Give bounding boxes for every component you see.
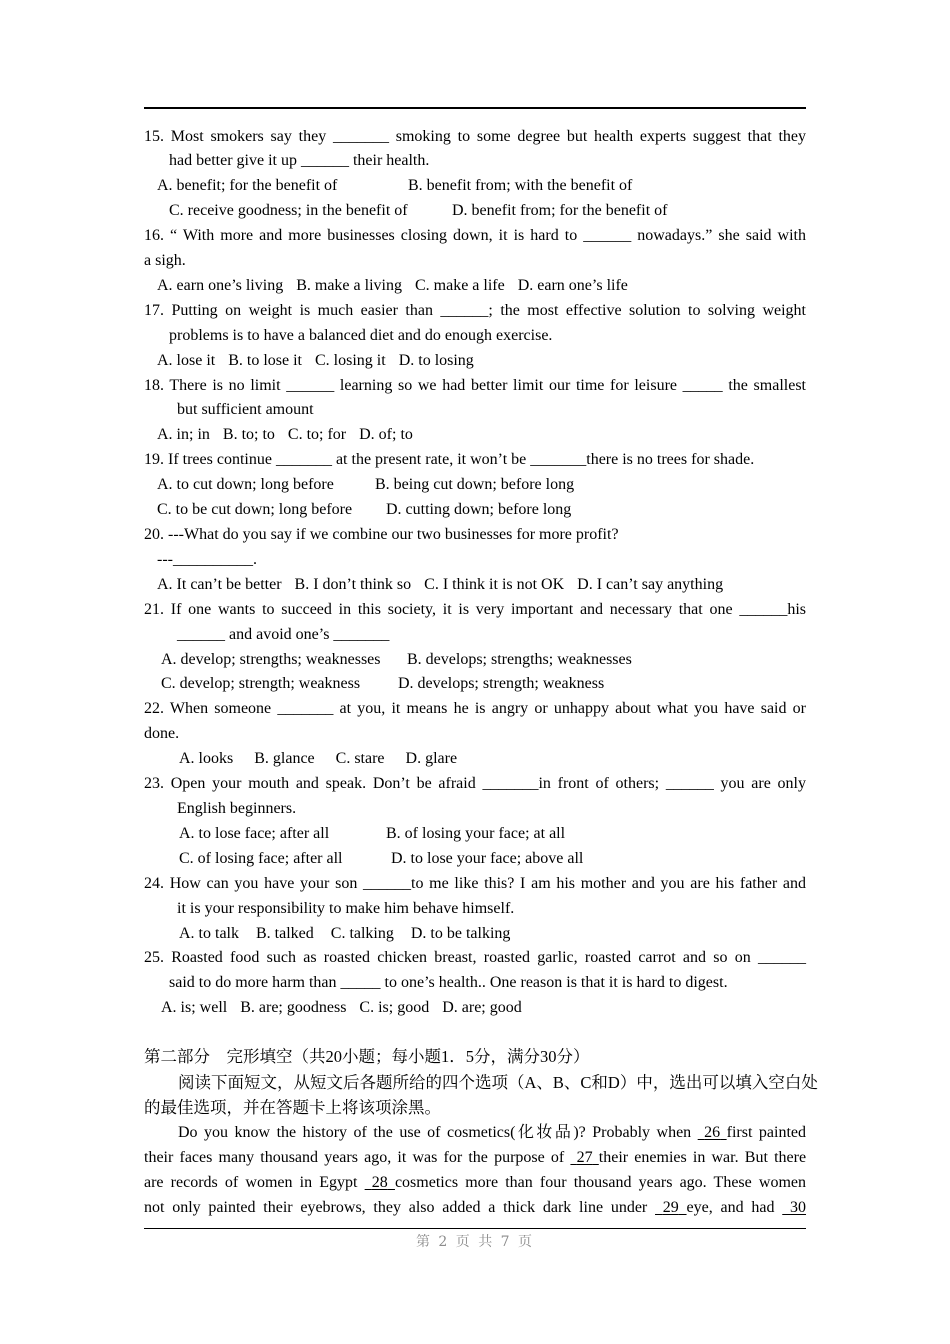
passage-line-2 xyxy=(144,1145,806,1170)
option-23-a: A. to lose face; after all xyxy=(179,824,330,842)
question-22-stem-continued: done. xyxy=(144,725,180,743)
question-15-stem: 15. Most smokers say they _______ smoking to some degree but health experts suggest that they xyxy=(144,127,806,145)
question-15 xyxy=(144,125,806,225)
question-16 xyxy=(144,224,806,299)
question-24-stem-continued: it is your responsibility to make him behave himself. xyxy=(177,899,515,917)
option-22-c: C. stare xyxy=(335,750,385,768)
question-23 xyxy=(144,772,806,872)
option-22-b: B. glance xyxy=(254,750,315,768)
question-16-options xyxy=(144,274,806,299)
section-instructions-line-2: 的最佳选项，并在答题卡上将该项涂黑。 xyxy=(144,1097,441,1117)
question-20-response-blank: ---__________. xyxy=(157,550,257,568)
question-15-options-row-1 xyxy=(144,174,806,199)
passage-line-4 xyxy=(144,1195,806,1220)
question-17-options xyxy=(144,349,806,374)
option-15-d: D. benefit from; for the benefit of xyxy=(452,202,668,220)
cloze-section xyxy=(144,1044,818,1220)
question-25-stem-continued: said to do more harm than _____ to one’s health.. One reason is that it is hard to digest. xyxy=(169,974,728,992)
passage-text: are records of women in Egypt xyxy=(144,1174,358,1192)
option-21-a: A. develop; strengths; weaknesses xyxy=(161,650,381,668)
question-25-stem: 25. Roasted food such as roasted chicken breast, roasted garlic, roasted carrot and so on ______ xyxy=(144,949,806,967)
question-25 xyxy=(144,946,806,1021)
question-18-stem: 18. There is no limit ______ learning so we had better limit our time for leisure _____ the smallest xyxy=(144,376,806,394)
header-rule xyxy=(144,107,806,109)
option-16-d: D. earn one’s life xyxy=(517,276,628,294)
option-20-c: C. I think it is not OK xyxy=(424,575,565,593)
option-23-d: D. to lose your face; above all xyxy=(391,849,584,867)
passage-text: not only painted their eyebrows, they also added a thick dark line under xyxy=(144,1199,648,1217)
question-21-options-row-2 xyxy=(144,672,806,697)
question-23-stem: 23. Open your mouth and speak. Don’t be afraid _______in front of others; ______ you are only xyxy=(144,775,806,793)
option-24-c: C. talking xyxy=(330,924,394,942)
passage-text: Do you know the history of the use of cosmetics(化妆品)? Probably when xyxy=(178,1123,692,1141)
blank-30: 30 xyxy=(790,1199,807,1217)
option-21-d: D. develops; strength; weakness xyxy=(398,675,605,693)
section-heading: 第二部分 完形填空（共20小题；每小题1．5分，满分30分） xyxy=(144,1047,590,1067)
option-15-a: A. benefit; for the benefit of xyxy=(157,177,338,195)
option-15-b: B. benefit from; with the benefit of xyxy=(408,177,633,195)
footer-rule xyxy=(144,1228,806,1229)
question-19-options-row-1 xyxy=(144,473,806,498)
option-18-c: C. to; for xyxy=(287,426,347,444)
blank-28: 28 xyxy=(371,1174,388,1192)
option-19-a: A. to cut down; long before xyxy=(157,476,334,494)
option-24-a: A. to talk xyxy=(179,924,239,942)
question-18-options xyxy=(144,423,806,448)
option-17-c: C. losing it xyxy=(315,351,386,369)
option-20-d: D. I can’t say anything xyxy=(577,575,724,593)
option-24-d: D. to be talking xyxy=(410,924,511,942)
passage-line-3 xyxy=(144,1170,806,1195)
passage-text: cosmetics more than four thousand years ago. These women xyxy=(394,1174,806,1192)
question-20-stem: 20. ---What do you say if we combine our two businesses for more profit? xyxy=(144,526,619,543)
question-15-options-row-2 xyxy=(144,199,806,224)
question-23-options-row-1 xyxy=(144,822,806,847)
question-23-options-row-2 xyxy=(144,847,806,872)
passage-text: eye, and had xyxy=(686,1199,775,1217)
question-21-options-row-1 xyxy=(144,648,806,673)
option-25-c: C. is; good xyxy=(359,999,430,1017)
passage-text: their enemies in war. But there xyxy=(598,1149,807,1167)
option-25-b: B. are; goodness xyxy=(240,999,347,1017)
option-17-d: D. to losing xyxy=(398,351,474,369)
question-21-stem-continued: ______ and avoid one’s _______ xyxy=(177,625,390,643)
page-indicator: 第 2 页 共 7 页 xyxy=(415,1234,535,1250)
option-19-b: B. being cut down; before long xyxy=(375,476,575,494)
question-22-stem: 22. When someone _______ at you, it means he is angry or unhappy about what you have said or xyxy=(144,700,806,718)
question-24-options xyxy=(144,922,806,947)
question-24-stem: 24. How can you have your son ______to me like this? I am his mother and you are his father and xyxy=(144,874,806,892)
question-23-stem-continued: English beginners. xyxy=(177,799,297,817)
blank-27: 27 xyxy=(576,1149,593,1167)
question-25-options xyxy=(144,996,806,1021)
question-22 xyxy=(144,697,806,772)
question-16-stem: 16. “ With more and more businesses closing down, it is hard to ______ nowadays.” she said with xyxy=(144,227,806,245)
option-16-b: B. make a living xyxy=(296,276,402,294)
passage-line-1 xyxy=(144,1120,806,1145)
option-25-d: D. are; good xyxy=(442,999,522,1017)
passage-text: their faces many thousand years ago, it was for the purpose of xyxy=(144,1149,565,1167)
blank-26: 26 xyxy=(704,1123,721,1141)
question-18-stem-continued: but sufficient amount xyxy=(177,401,314,419)
option-23-c: C. of losing face; after all xyxy=(179,849,343,867)
question-20-options xyxy=(144,573,806,598)
option-22-a: A. looks xyxy=(179,750,234,768)
multiple-choice-section xyxy=(144,125,806,1022)
question-19-stem: 19. If trees continue _______ at the present rate, it won’t be _______there is no trees for shade. xyxy=(144,451,755,469)
option-24-b: B. talked xyxy=(256,924,314,942)
option-23-b: B. of losing your face; at all xyxy=(386,824,566,842)
question-21-stem: 21. If one wants to succeed in this society, it is very important and necessary that one ______his xyxy=(144,600,806,618)
option-20-a: A. It can’t be better xyxy=(157,575,282,593)
option-15-c: C. receive goodness; in the benefit of xyxy=(169,202,408,220)
question-19 xyxy=(144,448,806,523)
passage-text: first painted xyxy=(726,1123,806,1141)
option-18-d: D. of; to xyxy=(359,426,413,444)
option-21-c: C. develop; strength; weakness xyxy=(161,675,361,693)
question-17-stem: 17. Putting on weight is much easier than ______; the most effective solution to solving weight xyxy=(144,301,806,319)
question-21 xyxy=(144,598,806,698)
option-18-a: A. in; in xyxy=(157,426,210,444)
blank-29: 29 xyxy=(662,1199,679,1217)
option-16-c: C. make a life xyxy=(414,276,505,294)
option-17-b: B. to lose it xyxy=(228,351,302,369)
option-21-b: B. develops; strengths; weaknesses xyxy=(407,650,632,668)
question-20 xyxy=(144,523,806,598)
question-24 xyxy=(144,872,806,947)
option-17-a: A. lose it xyxy=(157,351,216,369)
option-25-a: A. is; well xyxy=(161,999,228,1017)
section-instructions-line-1: 阅读下面短文，从短文后各题所给的四个选项（A、B、C和D）中，选出可以填入空白处 xyxy=(178,1072,818,1092)
option-18-b: B. to; to xyxy=(222,426,275,444)
question-16-stem-continued: a sigh. xyxy=(144,252,186,270)
option-19-d: D. cutting down; before long xyxy=(386,501,572,519)
option-22-d: D. glare xyxy=(405,750,458,768)
question-17-stem-continued: problems is to have a balanced diet and do enough exercise. xyxy=(169,326,553,344)
option-20-b: B. I don’t think so xyxy=(294,575,412,593)
question-22-options xyxy=(144,747,806,772)
question-15-stem-continued: had better give it up ______ their health. xyxy=(169,152,430,170)
question-19-options-row-2 xyxy=(144,498,806,523)
option-19-c: C. to be cut down; long before xyxy=(157,501,353,519)
question-17 xyxy=(144,299,806,374)
question-18 xyxy=(144,374,806,449)
option-16-a: A. earn one’s living xyxy=(157,276,284,294)
